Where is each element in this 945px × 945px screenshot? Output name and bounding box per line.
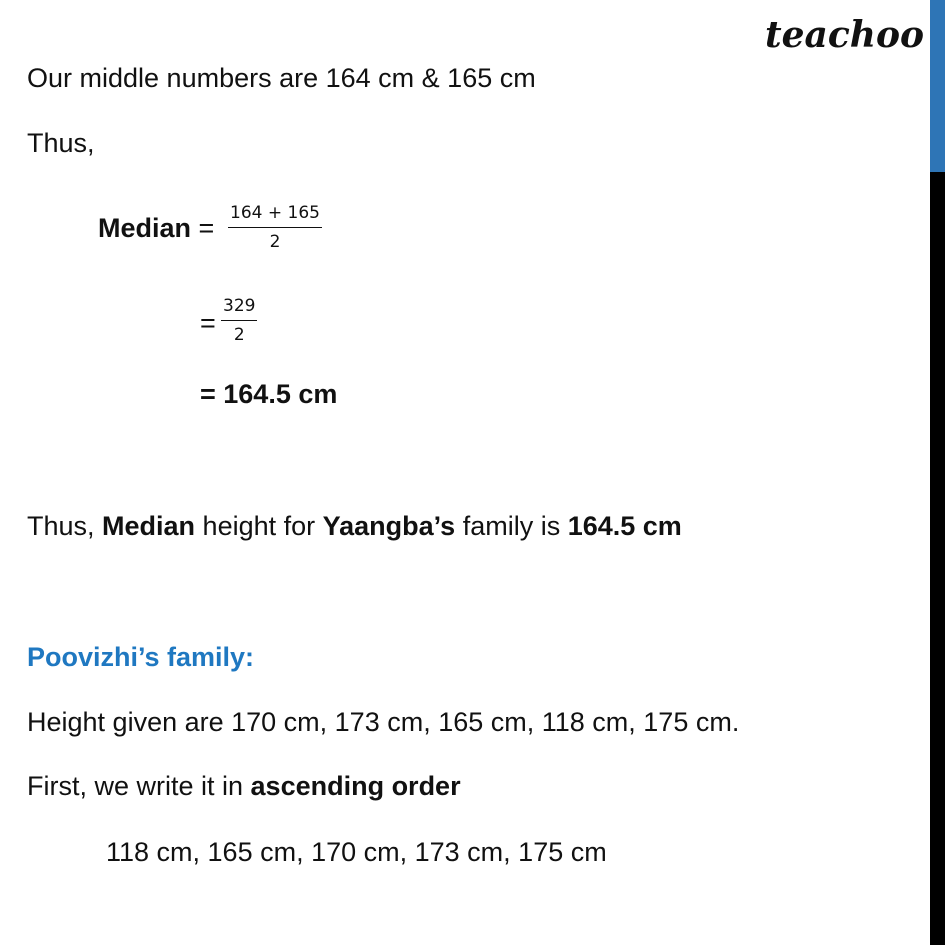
fraction-329 (221, 296, 257, 345)
conclusion-family: Yaangba’s (322, 511, 456, 541)
conclusion-text (27, 511, 682, 542)
conclusion-median: Median (102, 511, 196, 541)
ascending-order-text (27, 771, 461, 802)
fraction-sum (228, 203, 322, 252)
ordered-values-text: 118 cm, 165 cm, 170 cm, 173 cm, 175 cm (106, 837, 607, 867)
fraction-329-numerator: 329 (221, 296, 257, 321)
heights-given-text: Height given are 170 cm, 173 cm, 165 cm, 118 cm, 175 cm. (27, 707, 740, 737)
equals-sign-2: = (200, 308, 216, 338)
fraction-sum-numerator: 164 + 165 (228, 203, 322, 228)
middle-numbers-text: Our middle numbers are 164 cm & 165 cm (27, 63, 536, 93)
ascending-bold: ascending order (250, 771, 461, 801)
conclusion-mid2: family is (455, 511, 568, 541)
median-label: Median (98, 213, 192, 243)
fraction-329-denominator: 2 (233, 325, 245, 345)
teachoo-logo: teachoo (765, 14, 924, 56)
conclusion-prefix: Thus, (27, 511, 103, 541)
median-equation-label (98, 213, 214, 244)
ascending-prefix: First, we write it in (27, 771, 251, 801)
equals-sign: = (191, 213, 215, 243)
section-heading: Poovizhi’s family: (27, 642, 255, 672)
median-result: = 164.5 cm (200, 379, 338, 409)
thus-text: Thus, (27, 128, 95, 158)
scrollbar-thumb[interactable] (930, 0, 945, 172)
conclusion-value: 164.5 cm (567, 511, 682, 541)
conclusion-mid: height for (195, 511, 323, 541)
fraction-sum-denominator: 2 (269, 232, 281, 252)
scrollbar[interactable] (930, 0, 945, 945)
